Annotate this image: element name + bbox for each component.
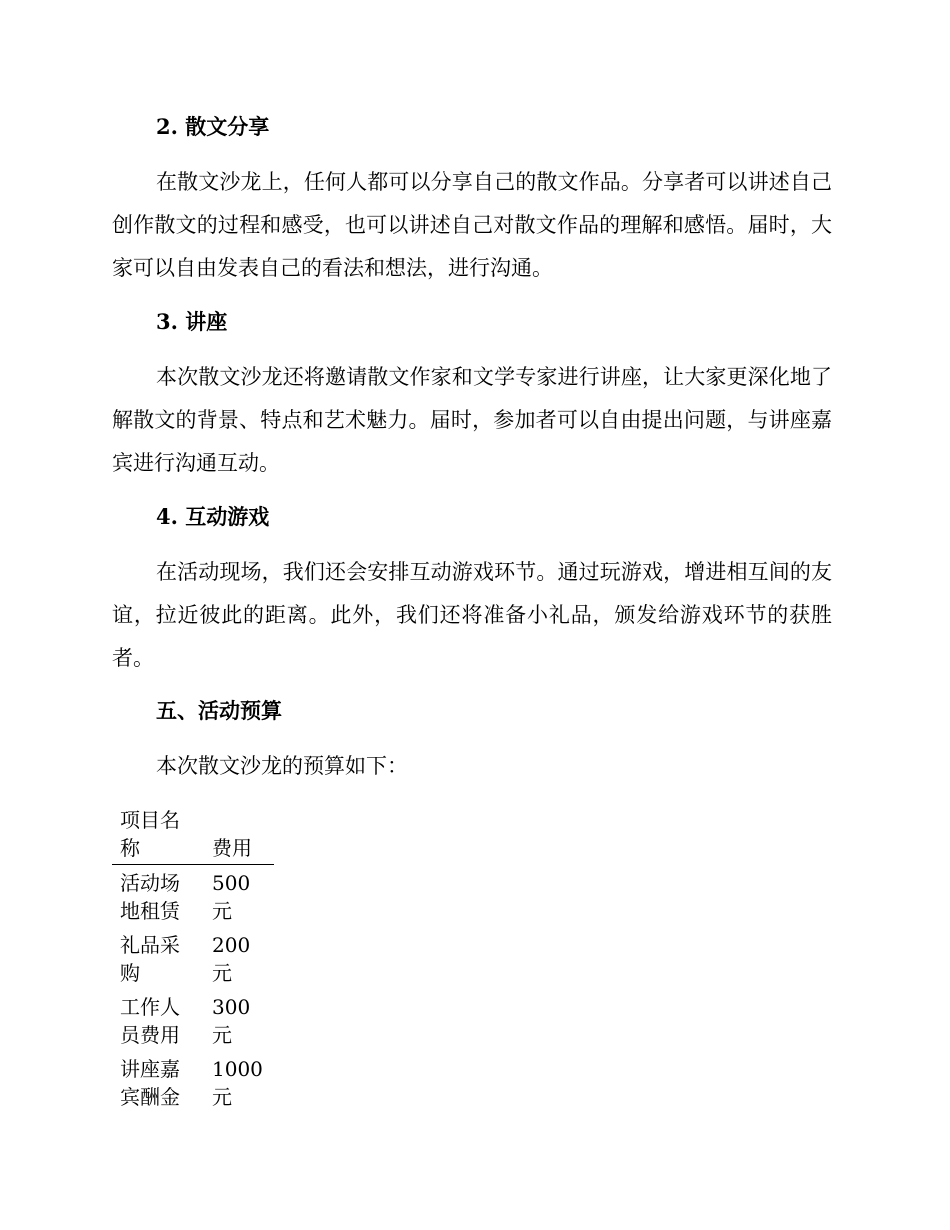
section-heading-budget: 五、活动预算 [156,698,282,723]
table-header-cost: 费用 [212,806,274,865]
section-heading-games: 4. 互动游戏 [156,504,270,529]
section-body-budget: 本次散文沙龙的预算如下： [156,754,408,778]
table-header-item-name: 项目名称 [112,806,212,865]
section-body-games: 在活动现场，我们还会安排互动游戏环节。通过玩游戏，增进相互间的友谊，拉近彼此的距离。此外，我们还将准备小礼品，颁发给游戏环节的获胜者。 [112,560,832,670]
table-cell-cost: 200元 [212,933,251,985]
table-row [112,865,274,926]
table-cell-cost: 1000元 [212,1057,263,1109]
table-row [112,987,274,1049]
table-cell-item: 工作人员费用 [120,995,180,1047]
table-cell-item: 礼品采购 [120,933,180,985]
table-cell-cost: 300元 [212,995,251,1047]
budget-table [112,806,274,1111]
table-header-row [112,806,274,865]
section-heading-lecture: 3. 讲座 [156,309,228,334]
table-cell-item: 活动场地租赁 [120,871,180,923]
table-row [112,925,274,987]
section-heading-prose-sharing: 2. 散文分享 [156,114,270,139]
section-body-lecture: 本次散文沙龙还将邀请散文作家和文学专家进行讲座，让大家更深化地了解散文的背景、特点和艺术魅力。届时，参加者可以自由提出问题，与讲座嘉宾进行沟通互动。 [112,365,832,475]
table-cell-cost: 500元 [212,871,251,923]
section-body-prose-sharing: 在散文沙龙上，任何人都可以分享自己的散文作品。分享者可以讲述自己创作散文的过程和感受，也可以讲述自己对散文作品的理解和感悟。届时，大家可以自由发表自己的看法和想法，进行沟通。 [112,170,832,280]
table-cell-item: 讲座嘉宾酬金 [120,1057,180,1109]
table-row [112,1049,274,1111]
